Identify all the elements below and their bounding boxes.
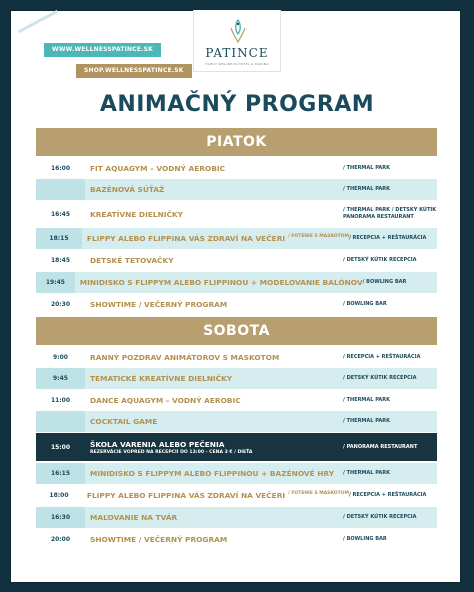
event-place: / THERMAL PARK — [343, 418, 390, 424]
schedule-row — [36, 529, 437, 550]
event-time: 9:00 — [36, 347, 85, 367]
event-title — [75, 272, 363, 293]
event-title — [85, 250, 343, 271]
event-time — [36, 411, 85, 432]
event-time: 18:45 — [36, 250, 85, 271]
event-time: 18:00 — [36, 485, 82, 506]
event-title — [82, 485, 349, 506]
event-title — [85, 433, 343, 461]
day-header-saturday: SOBOTA — [36, 317, 437, 345]
event-title-text: MINIDISKO S FLIPPYM ALEBO FLIPPINOU + MODELOVANIE BALÓNOV — [79, 278, 363, 287]
schedule-row — [36, 158, 437, 178]
schedule-row — [36, 250, 437, 271]
event-title — [85, 529, 343, 550]
event-time: 16:30 — [36, 507, 85, 528]
hotel-logo — [193, 10, 281, 72]
event-title-text: SHOWTIME / VEČERNÝ PROGRAM — [90, 300, 228, 309]
event-time: 11:00 — [36, 390, 85, 410]
schedule-row — [36, 179, 437, 200]
website-link[interactable]: WWW.WELLNESSPATINCE.SK — [44, 43, 161, 57]
event-place: / RECEPCIA + REŠTAURÁCIA — [348, 235, 427, 241]
event-title — [85, 347, 343, 367]
event-time: 16:45 — [36, 201, 85, 227]
event-place: / BOWLING BAR — [362, 279, 407, 285]
event-time — [36, 179, 85, 200]
event-place: / THERMAL PARK — [343, 186, 390, 192]
schedule-row — [36, 294, 437, 315]
event-title — [85, 390, 343, 410]
event-title-text: DETSKÉ TETOVAČKY — [90, 256, 174, 265]
event-place: / PANORAMA RESTAURANT — [343, 443, 418, 450]
event-title-text: RANNÝ POZDRAV ANIMÁTOROV S MASKOTOM — [90, 352, 280, 362]
schedule-row — [36, 201, 437, 227]
event-title-text: MAĽOVANIE NA TVÁR — [90, 513, 178, 522]
event-title — [82, 228, 349, 249]
event-title — [85, 201, 343, 227]
event-title-text: TEMATICKÉ KREATÍVNE DIELNIČKY — [90, 374, 233, 383]
event-title — [85, 507, 343, 528]
event-place: / RECEPCIA + REŠTAURÁCIA — [348, 492, 427, 498]
schedule-row — [36, 463, 437, 484]
schedule-row — [36, 368, 437, 389]
event-title-text: BAZÉNOVÁ SÚŤAŽ — [90, 185, 165, 194]
event-title — [85, 368, 343, 389]
event-place: / BOWLING BAR — [343, 536, 387, 542]
event-place: / RECEPCIA + REŠTAURÁCIA — [343, 353, 421, 360]
event-title — [85, 179, 343, 200]
event-place: / THERMAL PARK / DETSKÝ KÚTIK PANORAMA RESTAURANT — [343, 207, 437, 220]
event-title-text: KREATÍVNE DIELNIČKY — [90, 209, 184, 219]
event-place: / THERMAL PARK — [343, 470, 390, 476]
event-title-text: MINIDISKO S FLIPPYM ALEBO FLIPPINOU + BAZÉNOVÉ HRY — [90, 469, 335, 478]
event-time: 16:00 — [36, 158, 85, 178]
patince-swan-logo-icon — [225, 18, 251, 44]
event-title-text: FLIPPY ALEBO FLIPPINA VÁS ZDRAVÍ NA VEČERI — [86, 234, 286, 243]
logo-name: PATINCE — [205, 46, 269, 60]
schedule-row — [36, 411, 437, 432]
event-place: / DETSKÝ KÚTIK RECEPCIA — [343, 375, 417, 381]
schedule-row — [36, 507, 437, 528]
event-title — [85, 411, 343, 432]
event-place: / THERMAL PARK — [343, 396, 390, 403]
page-title: ANIMAČNÝ PROGRAM — [99, 92, 375, 117]
event-time: 20:30 — [36, 294, 85, 315]
day-header-friday: PIATOK — [36, 128, 437, 156]
event-subtitle: REZERVÁCIE VOPRED NA RECEPCII DO 13:00 - CENA 3 € / DIEŤA — [90, 449, 253, 455]
event-note: / FOTENIE S MASKOTOM — [288, 234, 349, 239]
event-title — [85, 463, 343, 484]
event-title — [85, 294, 343, 315]
event-time: 16:15 — [36, 463, 85, 484]
event-title-text: ŠKOLA VARENIA ALEBO PEČENIA — [90, 439, 225, 449]
event-place: / BOWLING BAR — [343, 301, 387, 307]
event-place: / DETSKÝ KÚTIK RECEPCIA — [343, 514, 417, 520]
event-title — [85, 158, 343, 178]
event-title-text: FIT AQUAGYM – VODNÝ AEROBIC — [90, 163, 226, 173]
event-time: 20:00 — [36, 529, 85, 550]
shop-link[interactable]: SHOP.WELLNESSPATINCE.SK — [76, 64, 192, 78]
event-title-text: DANCE AQUAGYM – VODNÝ AEROBIC — [90, 395, 241, 405]
event-time: 19:45 — [36, 272, 75, 293]
schedule-row — [36, 272, 437, 293]
schedule-row-highlight — [36, 433, 437, 461]
event-title-text: SHOWTIME / VEČERNÝ PROGRAM — [90, 535, 228, 544]
schedule-row — [36, 228, 437, 249]
event-time: 18:15 — [36, 228, 82, 249]
logo-tagline: FAMILY WELLNESS HOTEL & MARINA — [205, 62, 269, 66]
event-title-text: FLIPPY ALEBO FLIPPINA VÁS ZDRAVÍ NA VEČERI — [86, 491, 286, 500]
schedule-row — [36, 347, 437, 367]
event-time: 9:45 — [36, 368, 85, 389]
event-note: / FOTENIE S MASKOTOM — [288, 491, 349, 496]
event-title-text: COCKTAIL GAME — [90, 417, 158, 426]
schedule-row — [36, 390, 437, 410]
schedule-row — [36, 485, 437, 506]
event-place: / THERMAL PARK — [343, 164, 390, 171]
event-place: / DETSKÝ KÚTIK RECEPCIA — [343, 257, 417, 263]
event-time: 15:00 — [36, 433, 85, 461]
